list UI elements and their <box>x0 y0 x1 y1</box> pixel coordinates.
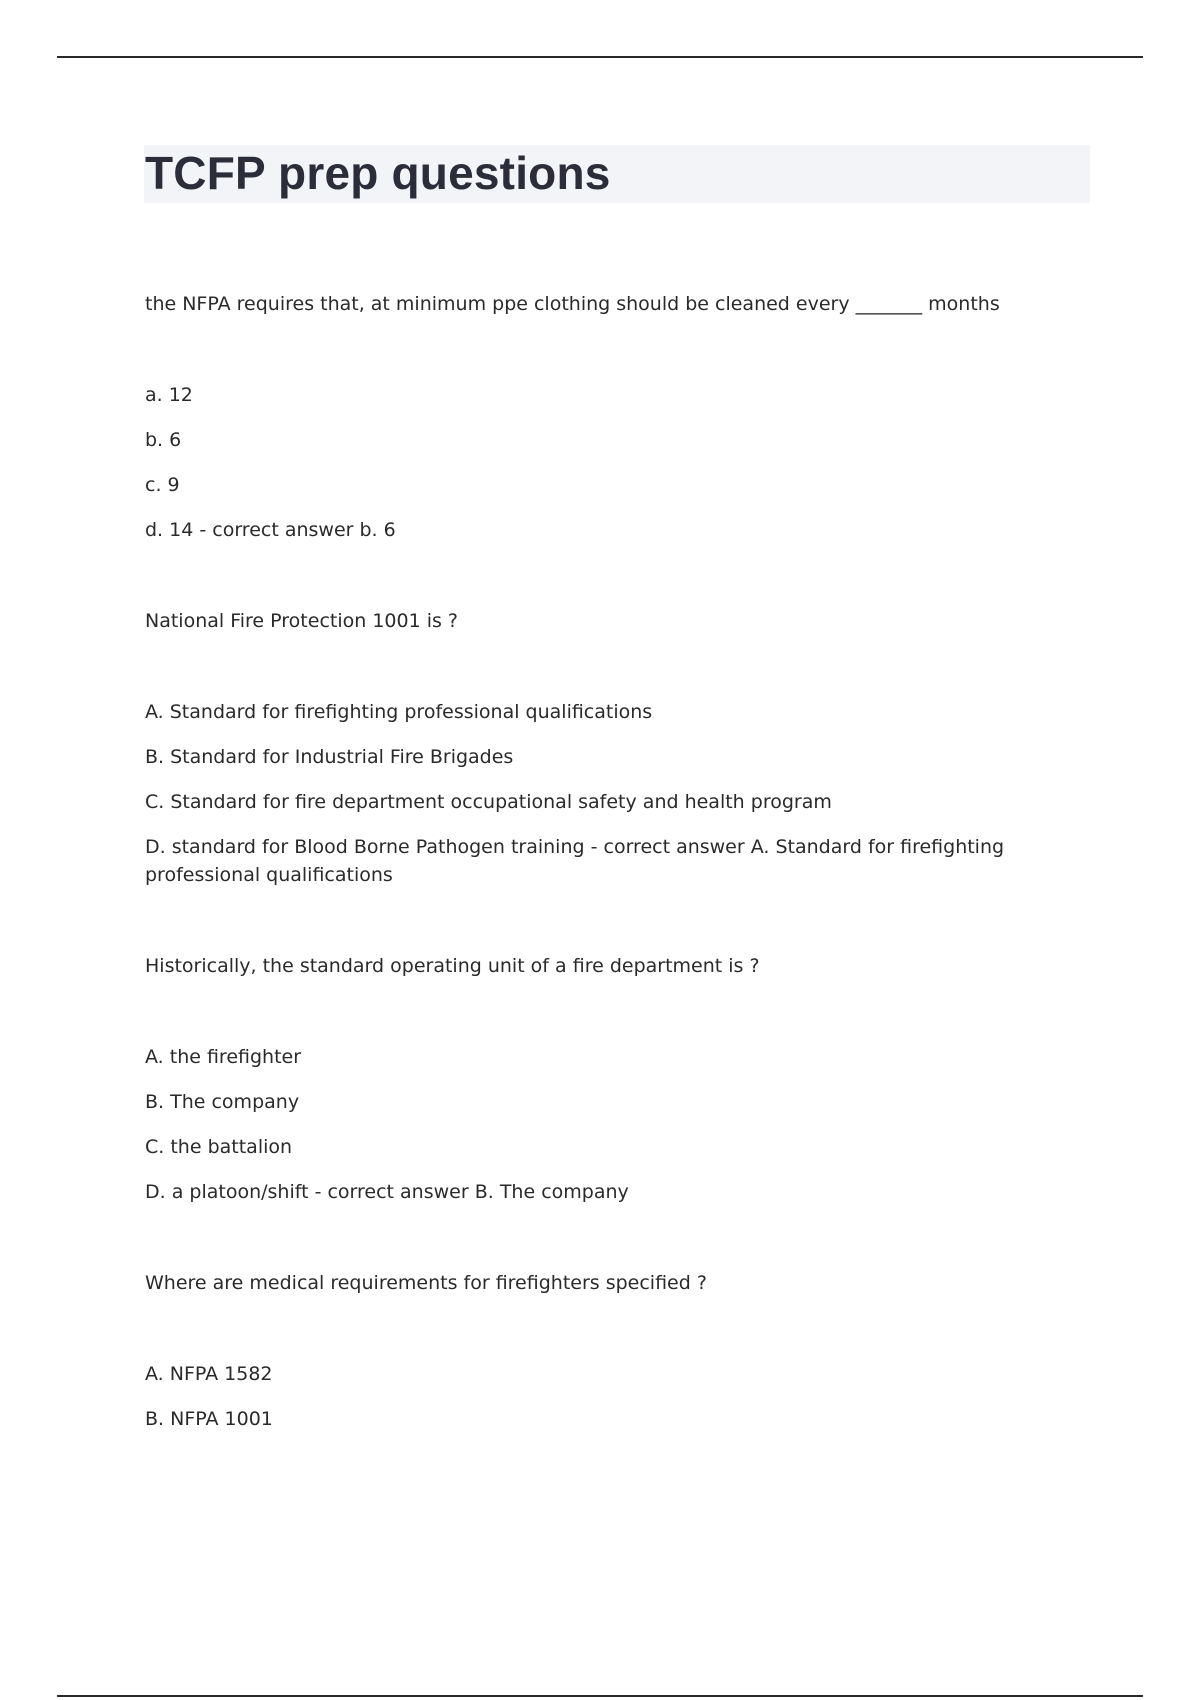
answer-option: C. Standard for fire department occupational safety and health program <box>145 791 832 813</box>
footer-rule <box>57 1695 1143 1697</box>
answer-option: A. the firefighter <box>145 1046 302 1068</box>
answer-options <box>145 1043 1090 1206</box>
page-title: TCFP prep questions <box>145 147 611 199</box>
answer-option: d. 14 - correct answer b. 6 <box>145 519 396 541</box>
question-prompt: the NFPA requires that, at minimum ppe clothing should be cleaned every _______ months <box>145 293 1000 315</box>
answer-option: B. The company <box>145 1091 300 1113</box>
answer-option: D. standard for Blood Borne Pathogen training - correct answer A. Standard for firefighting professional qualifications <box>145 836 1005 886</box>
answer-options <box>145 1360 1090 1433</box>
answer-option: C. the battalion <box>145 1136 293 1158</box>
question-prompt: Where are medical requirements for firefighters specified ? <box>145 1272 707 1294</box>
header-rule <box>57 56 1143 58</box>
answer-option: D. a platoon/shift - correct answer B. The company <box>145 1181 629 1203</box>
answer-option: B. Standard for Industrial Fire Brigades <box>145 746 514 768</box>
question-prompt: National Fire Protection 1001 is ? <box>145 610 459 632</box>
question-prompt: Historically, the standard operating unit of a fire department is ? <box>145 955 760 977</box>
answer-options <box>145 698 1090 889</box>
answer-option: c. 9 <box>145 474 180 496</box>
answer-option: B. NFPA 1001 <box>145 1408 273 1430</box>
answer-option: A. Standard for firefighting professional qualifications <box>145 701 653 723</box>
answer-options <box>145 381 1090 544</box>
answer-option: a. 12 <box>145 384 193 406</box>
document-body <box>145 290 1090 1496</box>
answer-option: b. 6 <box>145 429 182 451</box>
answer-option: A. NFPA 1582 <box>145 1363 273 1385</box>
